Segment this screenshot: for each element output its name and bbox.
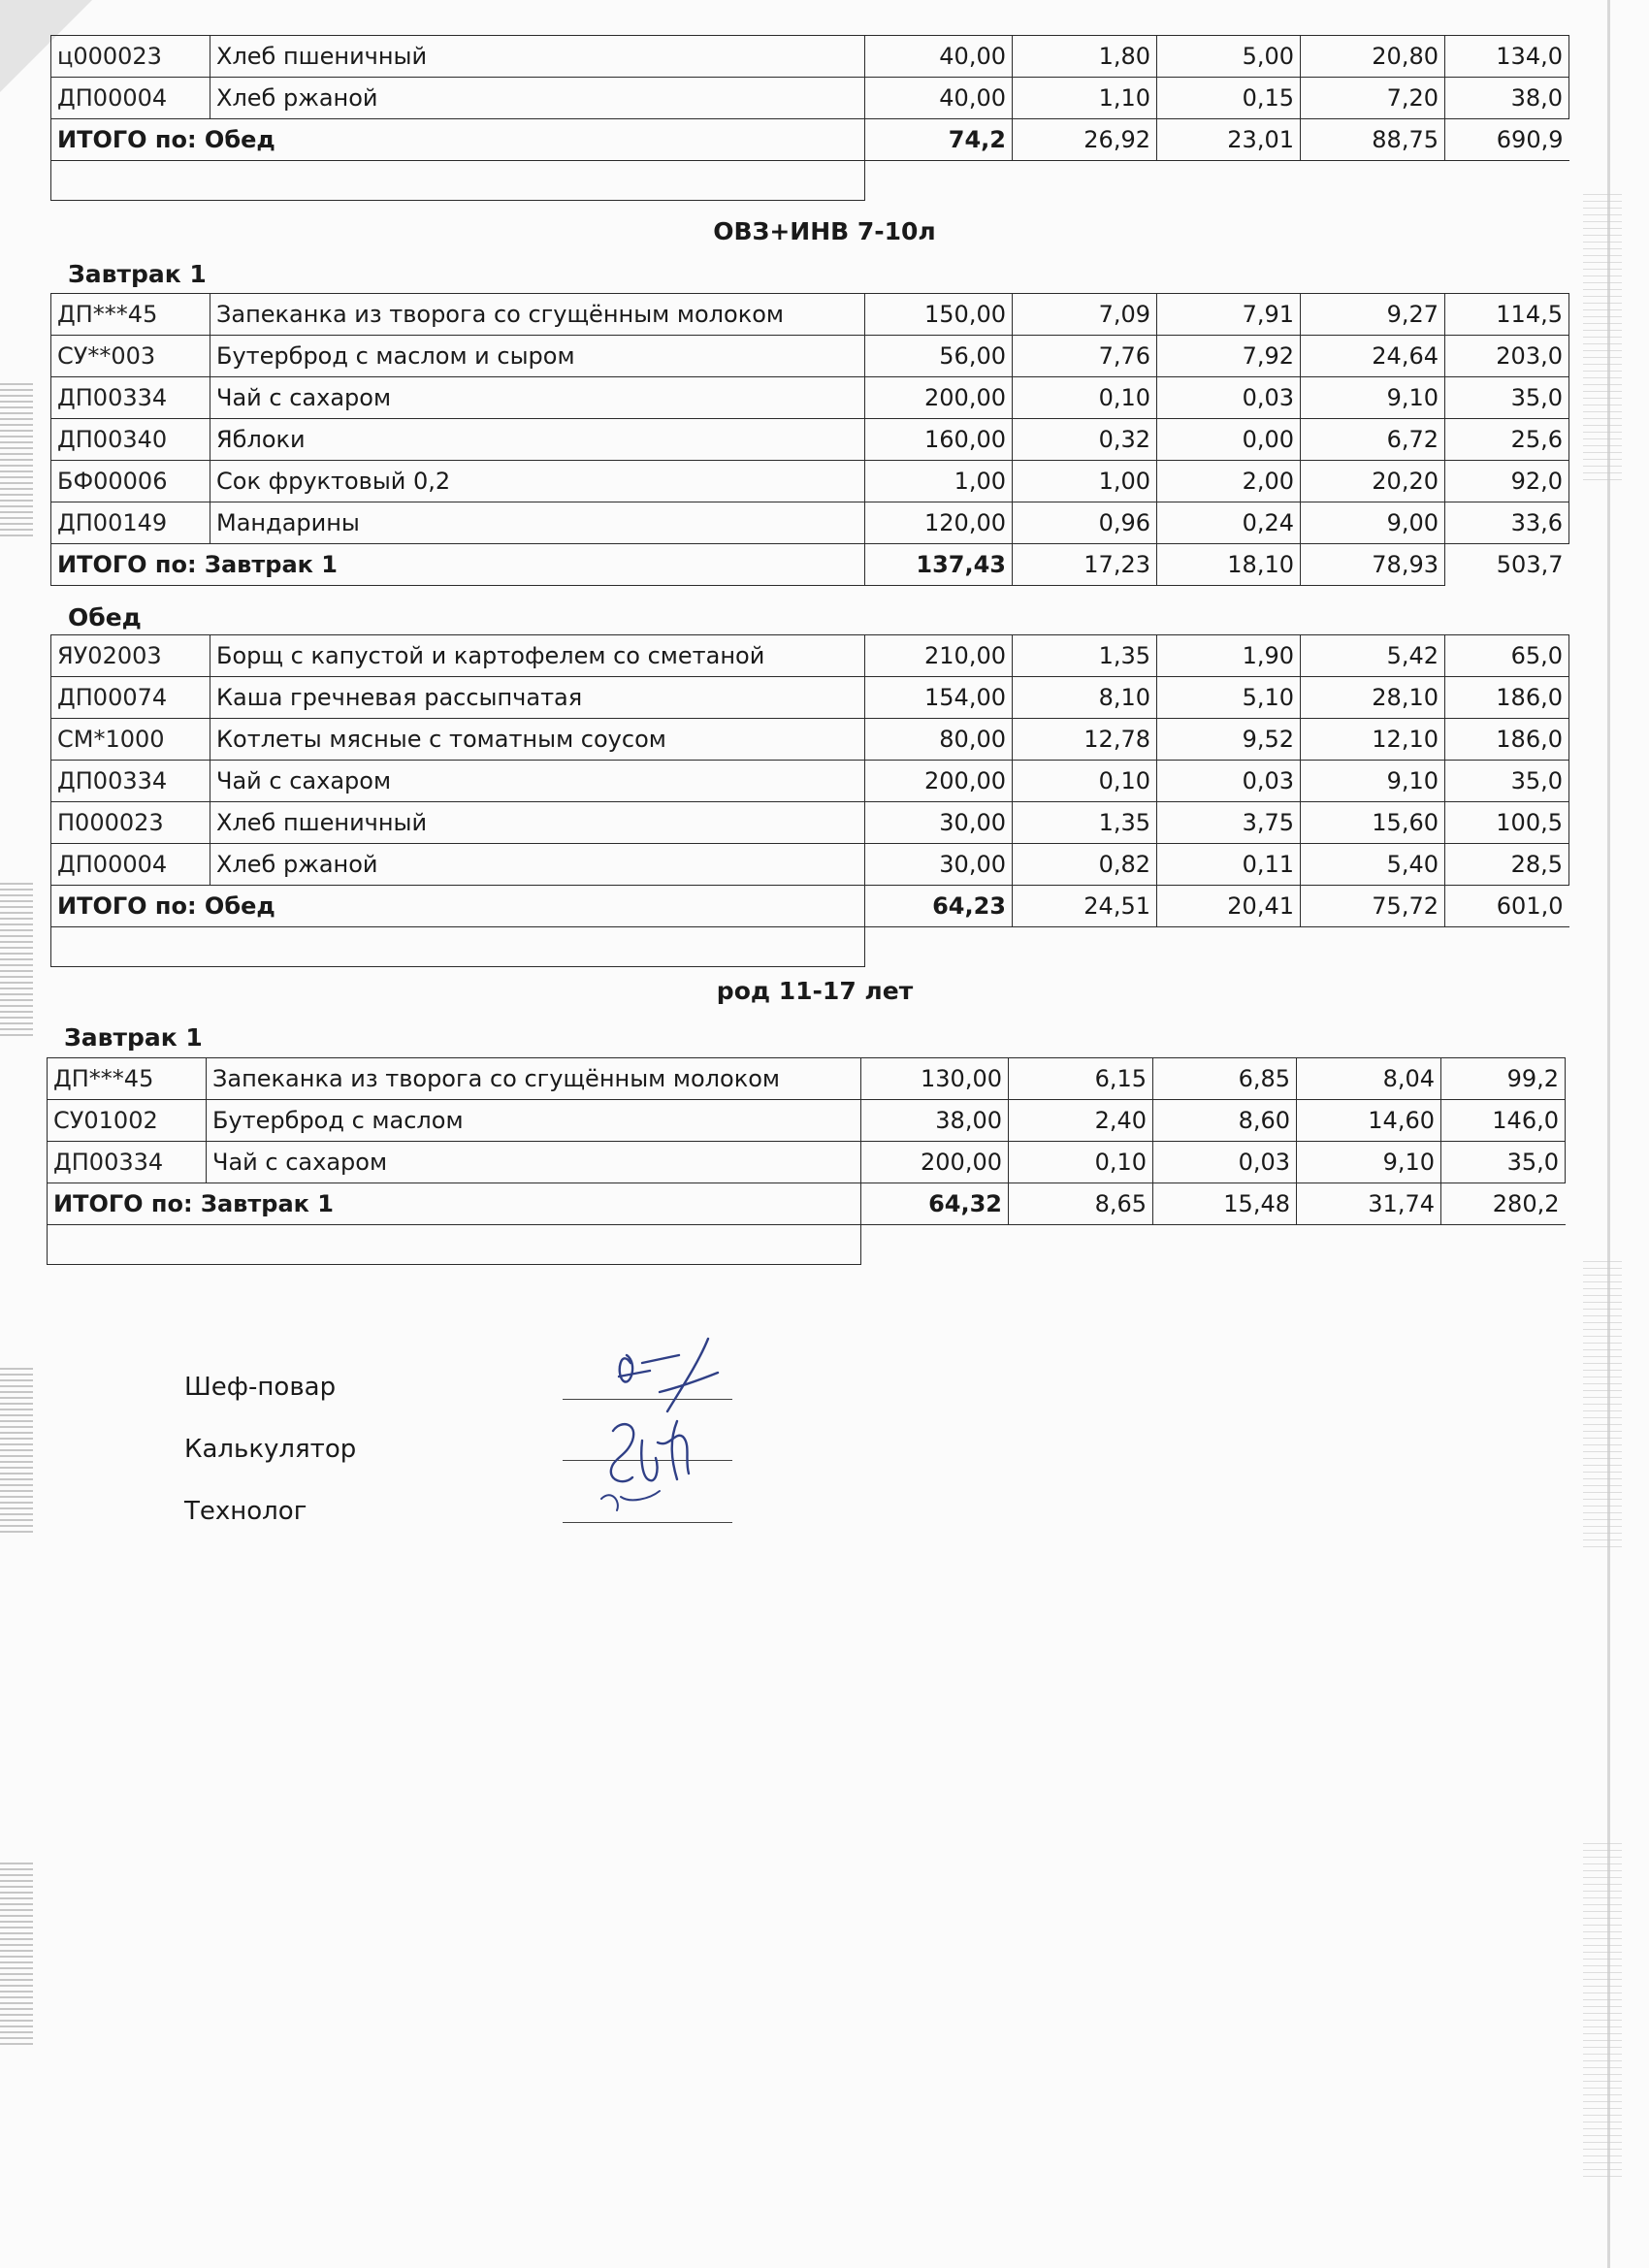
row-carbs: 20,80 [1301,36,1445,78]
row-weight: 56,00 [865,336,1013,377]
row-name: Чай с сахаром [207,1142,861,1183]
total-label: ИТОГО по: Завтрак 1 [51,544,865,586]
total-carbs: 31,74 [1297,1183,1441,1225]
row-carbs: 9,27 [1301,294,1445,336]
row-weight: 30,00 [865,844,1013,886]
ovz-lunch-table [50,634,1569,967]
top-table-block [50,35,1569,201]
row-code: ДП***45 [48,1058,207,1100]
row-name: Бутерброд с маслом [207,1100,861,1142]
row-kcal: 114,5 [1445,294,1569,336]
row-fat: 6,85 [1153,1058,1297,1100]
total-label: ИТОГО по: Обед [51,119,865,161]
total-weight: 64,23 [865,886,1013,927]
table-row [51,635,1569,677]
row-name: Хлеб пшеничный [210,802,865,844]
total-carbs: 88,75 [1301,119,1445,161]
table-row [51,377,1569,419]
handwritten-signatures [563,1334,776,1547]
row-protein: 0,82 [1013,844,1157,886]
row-kcal: 134,0 [1445,36,1569,78]
row-protein: 8,10 [1013,677,1157,719]
row-code: ДП00074 [51,677,210,719]
total-kcal: 601,0 [1445,886,1569,927]
table-row [51,802,1569,844]
row-fat: 0,15 [1157,78,1301,119]
table-row [48,1058,1566,1100]
row-carbs: 7,20 [1301,78,1445,119]
total-label: ИТОГО по: Обед [51,886,865,927]
signature-label-calculator: Калькулятор [184,1435,357,1464]
meal-title-lunch: Обед [68,603,142,632]
total-protein: 17,23 [1013,544,1157,586]
total-kcal: 503,7 [1445,544,1569,586]
scan-noise [1583,1843,1622,2183]
row-carbs: 24,64 [1301,336,1445,377]
row-kcal: 25,6 [1445,419,1569,461]
total-row [51,886,1569,927]
table-row [51,844,1569,886]
row-fat: 0,00 [1157,419,1301,461]
ovz-breakfast-block [50,293,1569,586]
row-protein: 0,32 [1013,419,1157,461]
row-name: Хлеб пшеничный [210,36,865,78]
row-code: БФ00006 [51,461,210,502]
total-weight: 64,32 [861,1183,1009,1225]
row-code: СМ*1000 [51,719,210,761]
total-fat: 23,01 [1157,119,1301,161]
row-name: Чай с сахаром [210,761,865,802]
row-kcal: 38,0 [1445,78,1569,119]
total-weight: 74,2 [865,119,1013,161]
row-code: ДП00149 [51,502,210,544]
row-weight: 1,00 [865,461,1013,502]
row-name: Хлеб ржаной [210,844,865,886]
row-fat: 0,11 [1157,844,1301,886]
row-weight: 154,00 [865,677,1013,719]
table-row [51,36,1569,78]
table-row [51,761,1569,802]
total-carbs: 78,93 [1301,544,1445,586]
scan-noise [1583,1261,1622,1552]
row-kcal: 92,0 [1445,461,1569,502]
row-code: П000023 [51,802,210,844]
row-weight: 200,00 [865,377,1013,419]
row-kcal: 186,0 [1445,677,1569,719]
row-carbs: 28,10 [1301,677,1445,719]
row-kcal: 186,0 [1445,719,1569,761]
top-table [50,35,1569,201]
row-protein: 7,76 [1013,336,1157,377]
row-fat: 3,75 [1157,802,1301,844]
table-row [51,78,1569,119]
row-protein: 0,10 [1013,761,1157,802]
row-code: СУ01002 [48,1100,207,1142]
row-weight: 80,00 [865,719,1013,761]
row-fat: 9,52 [1157,719,1301,761]
total-row [48,1183,1566,1225]
table-row [51,419,1569,461]
row-weight: 130,00 [861,1058,1009,1100]
row-code: ц000023 [51,36,210,78]
scan-noise [0,383,33,538]
row-code: ДП00004 [51,78,210,119]
row-weight: 150,00 [865,294,1013,336]
row-fat: 8,60 [1153,1100,1297,1142]
table-row [51,502,1569,544]
table-row [51,677,1569,719]
row-kcal: 100,5 [1445,802,1569,844]
age-breakfast-block [47,1057,1566,1265]
blank-row [51,161,1569,201]
row-name: Сок фруктовый 0,2 [210,461,865,502]
total-row [51,119,1569,161]
row-carbs: 12,10 [1301,719,1445,761]
row-name: Яблоки [210,419,865,461]
row-name: Каша гречневая рассыпчатая [210,677,865,719]
total-protein: 24,51 [1013,886,1157,927]
row-protein: 2,40 [1009,1100,1153,1142]
table-row [51,719,1569,761]
row-fat: 1,90 [1157,635,1301,677]
row-weight: 200,00 [861,1142,1009,1183]
table-row [48,1100,1566,1142]
row-carbs: 6,72 [1301,419,1445,461]
total-carbs: 75,72 [1301,886,1445,927]
row-weight: 40,00 [865,36,1013,78]
row-protein: 6,15 [1009,1058,1153,1100]
row-code: ДП00004 [51,844,210,886]
table-row [51,461,1569,502]
row-weight: 30,00 [865,802,1013,844]
scan-noise [1583,194,1622,485]
scan-noise [0,1863,33,2047]
row-fat: 0,03 [1157,761,1301,802]
row-kcal: 35,0 [1445,761,1569,802]
row-code: ДП00334 [48,1142,207,1183]
row-weight: 210,00 [865,635,1013,677]
meal-title-breakfast: Завтрак 1 [64,1023,203,1052]
total-row [51,544,1569,586]
age-breakfast-table [47,1057,1566,1265]
row-name: Чай с сахаром [210,377,865,419]
row-code: ДП00334 [51,761,210,802]
row-protein: 1,00 [1013,461,1157,502]
row-weight: 38,00 [861,1100,1009,1142]
row-carbs: 9,10 [1301,761,1445,802]
row-kcal: 28,5 [1445,844,1569,886]
row-protein: 0,96 [1013,502,1157,544]
table-row [51,336,1569,377]
row-weight: 160,00 [865,419,1013,461]
row-protein: 1,35 [1013,802,1157,844]
section-title: род 11-17 лет [716,977,914,1005]
row-fat: 5,10 [1157,677,1301,719]
row-weight: 200,00 [865,761,1013,802]
row-name: Запеканка из творога со сгущённым молоком [210,294,865,336]
row-carbs: 5,42 [1301,635,1445,677]
row-kcal: 33,6 [1445,502,1569,544]
row-code: ДП***45 [51,294,210,336]
row-kcal: 65,0 [1445,635,1569,677]
scan-noise [0,883,33,1038]
row-name: Котлеты мясные с томатным соусом [210,719,865,761]
blank-row [51,927,1569,967]
row-fat: 0,03 [1153,1142,1297,1183]
row-code: СУ**003 [51,336,210,377]
row-protein: 0,10 [1013,377,1157,419]
row-carbs: 15,60 [1301,802,1445,844]
total-kcal: 280,2 [1441,1183,1566,1225]
total-fat: 15,48 [1153,1183,1297,1225]
row-carbs: 20,20 [1301,461,1445,502]
row-kcal: 35,0 [1445,377,1569,419]
table-row [51,294,1569,336]
row-name: Борщ с капустой и картофелем со сметаной [210,635,865,677]
table-row [48,1142,1566,1183]
total-label: ИТОГО по: Завтрак 1 [48,1183,861,1225]
row-protein: 12,78 [1013,719,1157,761]
row-fat: 5,00 [1157,36,1301,78]
row-code: ДП00334 [51,377,210,419]
row-weight: 40,00 [865,78,1013,119]
row-code: ЯУ02003 [51,635,210,677]
row-protein: 7,09 [1013,294,1157,336]
row-kcal: 99,2 [1441,1058,1566,1100]
row-kcal: 35,0 [1441,1142,1566,1183]
meal-title-breakfast: Завтрак 1 [68,260,207,288]
row-fat: 0,03 [1157,377,1301,419]
row-code: ДП00340 [51,419,210,461]
total-protein: 8,65 [1009,1183,1153,1225]
row-carbs: 5,40 [1301,844,1445,886]
row-kcal: 203,0 [1445,336,1569,377]
row-carbs: 9,10 [1297,1142,1441,1183]
blank-row [48,1225,1566,1265]
total-fat: 20,41 [1157,886,1301,927]
section-title: ОВЗ+ИНВ 7-10л [713,217,936,245]
row-fat: 2,00 [1157,461,1301,502]
scan-noise [0,1368,33,1533]
row-protein: 1,10 [1013,78,1157,119]
row-fat: 0,24 [1157,502,1301,544]
row-protein: 0,10 [1009,1142,1153,1183]
row-protein: 1,35 [1013,635,1157,677]
row-carbs: 14,60 [1297,1100,1441,1142]
row-name: Бутерброд с маслом и сыром [210,336,865,377]
total-kcal: 690,9 [1496,126,1564,153]
signature-label-technologist: Технолог [184,1497,307,1526]
row-name: Мандарины [210,502,865,544]
row-name: Запеканка из творога со сгущённым молоком [207,1058,861,1100]
total-fat: 18,10 [1157,544,1301,586]
row-fat: 7,91 [1157,294,1301,336]
row-carbs: 9,00 [1301,502,1445,544]
row-kcal: 146,0 [1441,1100,1566,1142]
row-protein: 1,80 [1013,36,1157,78]
ovz-lunch-block [50,634,1569,967]
row-fat: 7,92 [1157,336,1301,377]
total-protein: 26,92 [1013,119,1157,161]
row-carbs: 8,04 [1297,1058,1441,1100]
signature-label-chef: Шеф-повар [184,1373,337,1402]
row-weight: 120,00 [865,502,1013,544]
ovz-breakfast-table [50,293,1569,586]
total-weight: 137,43 [865,544,1013,586]
row-carbs: 9,10 [1301,377,1445,419]
row-name: Хлеб ржаной [210,78,865,119]
